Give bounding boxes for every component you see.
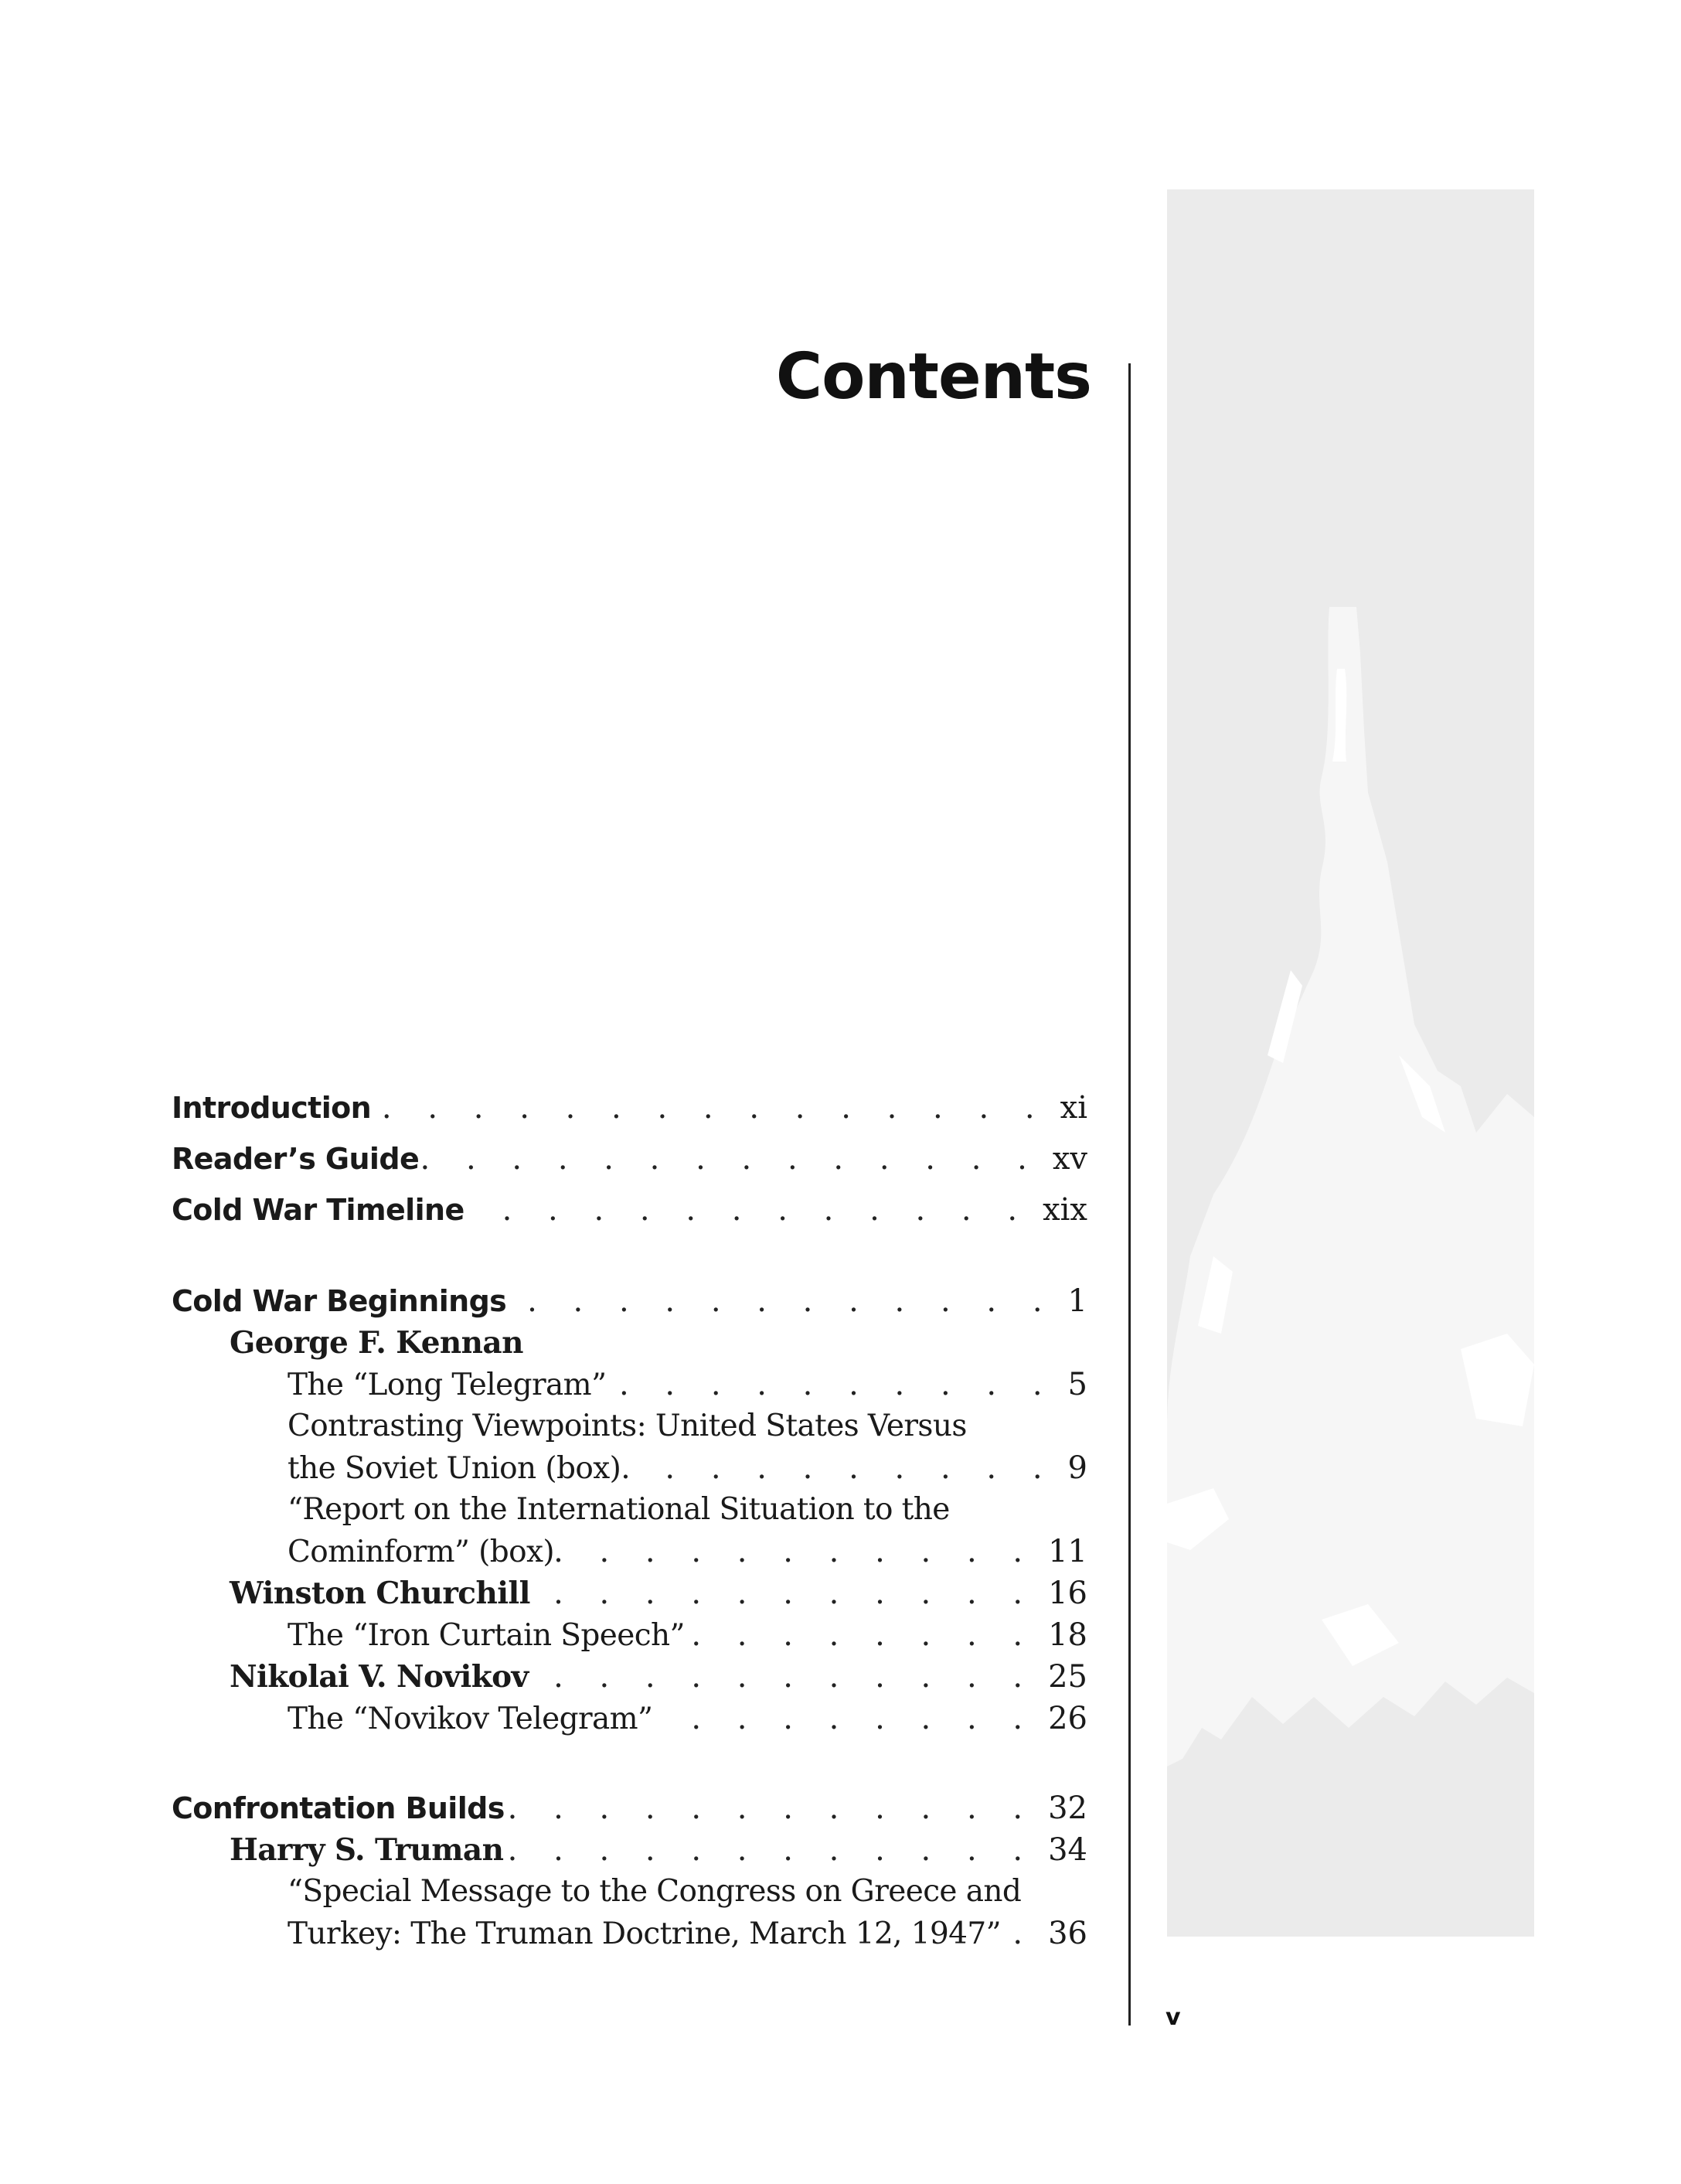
section-gap <box>172 1235 1087 1280</box>
toc-entry-page: 5 <box>1067 1367 1087 1402</box>
toc-entry-page: xi <box>1060 1090 1087 1126</box>
dot-leader <box>529 1656 1048 1698</box>
toc-entry-label: “Report on the International Situation to the <box>288 1492 950 1527</box>
toc-entry-page: 32 <box>1048 1790 1087 1826</box>
section-confrontation-builds <box>172 1787 1087 1954</box>
dot-leader <box>606 1364 1067 1405</box>
toc-entry-novikov[interactable] <box>172 1656 1087 1698</box>
toc-entry-label: Harry S. Truman <box>230 1832 504 1868</box>
table-of-contents <box>172 1082 1087 1954</box>
toc-entry-page: 36 <box>1048 1916 1087 1951</box>
toc-entry-page: 1 <box>1067 1283 1087 1319</box>
dot-leader <box>554 1531 1048 1572</box>
rocket-silhouette-image <box>1167 189 1534 1937</box>
toc-entry-label: The “Iron Curtain Speech” <box>288 1618 685 1653</box>
dot-leader <box>464 1184 1043 1235</box>
toc-entry-readers-guide[interactable] <box>172 1133 1087 1184</box>
dot-leader <box>371 1082 1060 1133</box>
toc-entry-label: Turkey: The Truman Doctrine, March 12, 1947” <box>288 1917 1001 1951</box>
toc-entry-label: Nikolai V. Novikov <box>230 1659 529 1695</box>
toc-entry-label: Confrontation Builds <box>172 1791 505 1825</box>
toc-entry-contrasting-line2[interactable] <box>172 1447 1087 1489</box>
dot-leader <box>630 1447 1068 1489</box>
toc-entry-label: George F. Kennan <box>230 1325 523 1361</box>
toc-entry-confrontation-builds[interactable] <box>172 1787 1087 1829</box>
page-title: Contents <box>775 340 1091 414</box>
section-gap <box>172 1739 1087 1787</box>
toc-entry-contrasting-line1[interactable] <box>172 1405 1087 1447</box>
toc-entry-long-telegram[interactable] <box>172 1364 1087 1405</box>
decorative-side-panel <box>1167 189 1534 1937</box>
toc-entry-report-line1[interactable] <box>172 1489 1087 1531</box>
toc-entry-label: the Soviet Union (box). <box>288 1451 631 1486</box>
toc-entry-page: xv <box>1052 1141 1087 1177</box>
toc-entry-page: 26 <box>1048 1701 1087 1736</box>
toc-entry-kennan[interactable] <box>172 1322 1087 1364</box>
toc-entry-timeline[interactable] <box>172 1184 1087 1235</box>
toc-entry-page: 25 <box>1048 1659 1087 1695</box>
toc-entry-page: xix <box>1043 1192 1087 1228</box>
toc-entry-page: 34 <box>1048 1832 1087 1868</box>
dot-leader <box>530 1572 1048 1614</box>
toc-entry-label: Introduction <box>172 1091 372 1125</box>
dot-leader <box>503 1829 1048 1871</box>
toc-entry-page: 16 <box>1048 1576 1087 1611</box>
toc-entry-label: “Special Message to the Congress on Greece and <box>288 1874 1022 1909</box>
page-number: v <box>1165 2004 1181 2031</box>
section-cold-war-beginnings <box>172 1280 1087 1739</box>
toc-entry-novikov-telegram[interactable] <box>172 1698 1087 1739</box>
toc-entry-churchill[interactable] <box>172 1572 1087 1614</box>
toc-entry-label: Reader’s Guide <box>172 1142 420 1176</box>
dot-leader <box>419 1133 1053 1184</box>
toc-entry-page: 18 <box>1048 1617 1087 1653</box>
toc-entry-special-message-line1[interactable] <box>172 1871 1087 1913</box>
toc-entry-label: The “Novikov Telegram” <box>288 1702 653 1736</box>
toc-entry-introduction[interactable] <box>172 1082 1087 1133</box>
dot-leader <box>1001 1913 1048 1954</box>
toc-entry-report-line2[interactable] <box>172 1531 1087 1572</box>
toc-entry-label: Contrasting Viewpoints: United States Versus <box>288 1409 967 1443</box>
toc-entry-label: Winston Churchill <box>230 1576 530 1611</box>
toc-entry-page: 9 <box>1067 1450 1087 1486</box>
toc-entry-page: 11 <box>1048 1534 1087 1569</box>
toc-entry-label: Cold War Timeline <box>172 1193 464 1227</box>
toc-entry-label: Cominform” (box) <box>288 1535 555 1569</box>
toc-entry-truman[interactable] <box>172 1829 1087 1871</box>
toc-entry-cold-war-beginnings[interactable] <box>172 1280 1087 1322</box>
toc-entry-label: The “Long Telegram” <box>288 1368 607 1402</box>
dot-leader <box>652 1698 1048 1739</box>
front-matter-list <box>172 1082 1087 1235</box>
toc-entry-special-message-line2[interactable] <box>172 1913 1087 1954</box>
vertical-rule <box>1128 363 1131 2026</box>
dot-leader <box>505 1787 1048 1829</box>
toc-entry-iron-curtain[interactable] <box>172 1614 1087 1656</box>
toc-entry-label: Cold War Beginnings <box>172 1284 507 1318</box>
dot-leader <box>506 1280 1067 1322</box>
dot-leader <box>685 1614 1048 1656</box>
